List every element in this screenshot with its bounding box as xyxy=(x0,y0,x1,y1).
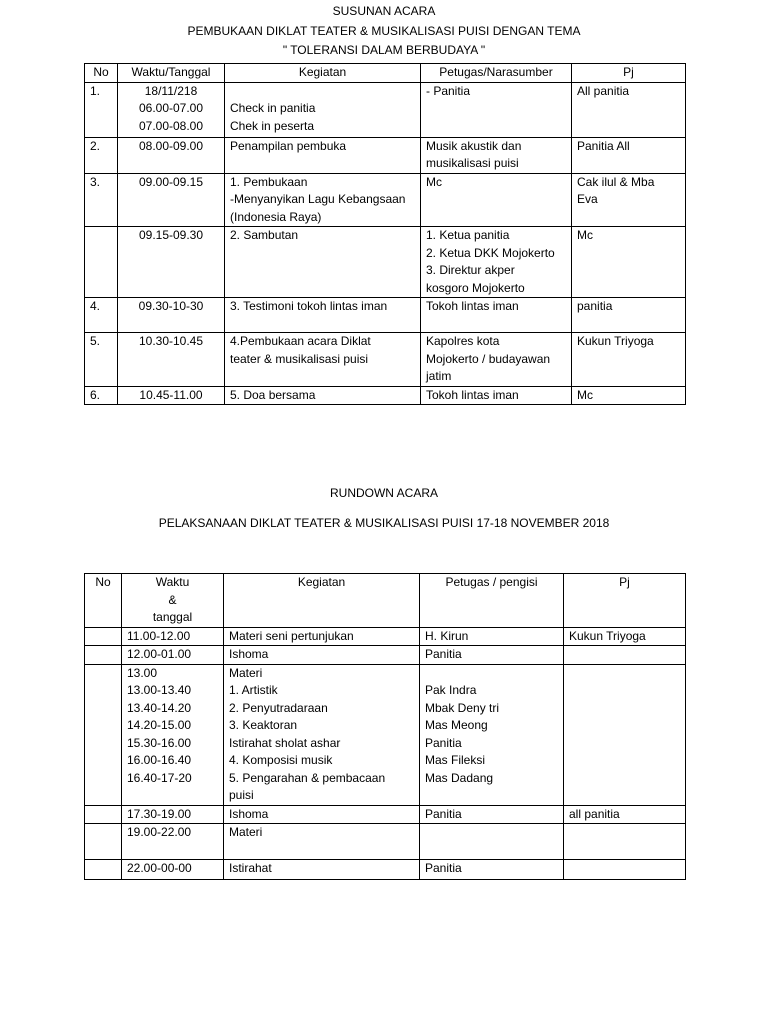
cell-waktu-line: 10.30-10.45 xyxy=(138,334,204,348)
cell-petugas-line: Mas Dadang xyxy=(425,770,494,785)
cell-petugas-line: Panitia xyxy=(425,647,462,661)
cell-petugas-line: Mbak Deny tri xyxy=(425,700,500,715)
cell-waktu-line: 16.00-16.40 xyxy=(127,753,192,767)
cell-petugas-line: Panitia xyxy=(425,861,462,875)
cell-kegiatan xyxy=(225,173,421,227)
cell-no-text: 4. xyxy=(90,299,101,313)
cell-no xyxy=(85,173,118,227)
cell-kegiatan-line: Istirahat xyxy=(229,861,272,875)
cell-waktu-line: 11.00-12.00 xyxy=(127,628,191,643)
cell-kegiatan xyxy=(224,627,420,646)
cell-petugas-line: Pak Indra xyxy=(425,683,477,697)
cell-petugas xyxy=(420,664,564,805)
cell-pj-line: Panitia All xyxy=(577,138,630,153)
cell-petugas-line xyxy=(425,824,558,842)
cell-kegiatan xyxy=(225,298,421,333)
cell-petugas-line: musikalisasi puisi xyxy=(426,156,519,170)
table-row xyxy=(85,860,686,880)
cell-pj xyxy=(572,137,686,173)
cell-waktu-line: 09.30-10-30 xyxy=(138,299,204,313)
header-petugas: Petugas/Narasumber xyxy=(421,64,572,83)
cell-pj xyxy=(564,646,686,665)
cell-kegiatan-line: 5. Doa bersama xyxy=(230,387,316,402)
cell-waktu-line: 14.20-15.00 xyxy=(127,718,192,732)
cell-waktu xyxy=(118,386,225,405)
cell-waktu xyxy=(118,173,225,227)
cell-petugas xyxy=(420,646,564,665)
cell-waktu-line: 15.30-16.00 xyxy=(127,735,192,750)
cell-kegiatan-line: Materi xyxy=(229,665,263,680)
header-kegiatan: Kegiatan xyxy=(224,574,420,628)
cell-kegiatan xyxy=(224,805,420,824)
table-header-row xyxy=(85,64,686,83)
susunan-acara-table xyxy=(84,63,686,405)
cell-no xyxy=(85,227,118,298)
header-waktu-label: Waktu & tanggal xyxy=(152,575,193,624)
cell-kegiatan-line: 1. Pembukaan xyxy=(230,174,308,189)
table-row xyxy=(85,227,686,298)
cell-waktu-line: 16.40-17-20 xyxy=(127,770,192,785)
cell-pj xyxy=(572,82,686,137)
table-row xyxy=(85,824,686,860)
cell-no-text: 5. xyxy=(90,334,101,348)
header-no: No xyxy=(85,64,118,83)
cell-no-text: 1. xyxy=(90,83,101,98)
cell-no-text: 6. xyxy=(90,387,101,402)
cell-pj xyxy=(564,860,686,880)
cell-kegiatan-line: Check in panitia xyxy=(230,101,316,115)
cell-kegiatan xyxy=(224,664,420,805)
table-header-row xyxy=(85,574,686,628)
cell-no xyxy=(85,386,118,405)
cell-petugas-line: Mc xyxy=(426,174,442,189)
cell-waktu xyxy=(118,82,225,137)
table-row xyxy=(85,386,686,405)
cell-no xyxy=(85,664,122,805)
cell-waktu xyxy=(122,805,224,824)
cell-pj xyxy=(564,664,686,805)
cell-no-text: 3. xyxy=(90,174,101,189)
cell-pj-line: panitia xyxy=(577,299,613,313)
cell-petugas xyxy=(420,627,564,646)
cell-petugas-line: H. Kirun xyxy=(425,628,469,643)
section1-subtitle: PEMBUKAAN DIKLAT TEATER & MUSIKALISASI PUISI DENGAN TEMA xyxy=(187,24,581,38)
cell-waktu-line: 07.00-08.00 xyxy=(138,118,204,133)
cell-waktu-line: 09.15-09.30 xyxy=(138,228,204,242)
cell-kegiatan-line: 3. Keaktoran xyxy=(229,718,298,732)
cell-waktu-line xyxy=(127,842,218,860)
cell-petugas-line: 3. Direktur akper xyxy=(426,263,515,277)
cell-pj-line xyxy=(569,860,680,878)
cell-petugas xyxy=(421,82,572,137)
cell-no xyxy=(85,646,122,665)
cell-waktu-line: 22.00-00-00 xyxy=(127,861,192,875)
cell-petugas xyxy=(420,860,564,880)
cell-kegiatan-line: 5. Pengarahan & pembacaan xyxy=(229,770,386,785)
cell-no xyxy=(85,137,118,173)
cell-waktu xyxy=(118,333,225,387)
cell-kegiatan-line: 4. Komposisi musik xyxy=(229,753,333,767)
cell-pj xyxy=(572,386,686,405)
table-row xyxy=(85,82,686,137)
cell-no-text xyxy=(90,665,116,683)
cell-pj xyxy=(564,805,686,824)
cell-pj-line: All panitia xyxy=(577,83,630,98)
cell-kegiatan-line: teater & musikalisasi puisi xyxy=(230,351,369,366)
cell-pj-line: Eva xyxy=(577,192,598,206)
cell-pj-line xyxy=(569,824,680,842)
header-waktu: Waktu/Tanggal xyxy=(118,64,225,83)
cell-pj xyxy=(572,173,686,227)
cell-kegiatan-line: Materi seni pertunjukan xyxy=(229,628,354,643)
cell-kegiatan-line: 1. Artistik xyxy=(229,683,278,697)
cell-kegiatan xyxy=(224,860,420,880)
header-kegiatan: Kegiatan xyxy=(225,64,421,83)
cell-waktu-line: 18/11/218 xyxy=(144,83,198,98)
cell-kegiatan-line: Penampilan pembuka xyxy=(230,138,347,153)
cell-kegiatan-line: Materi xyxy=(229,825,263,839)
cell-kegiatan xyxy=(225,333,421,387)
cell-kegiatan-line: 3. Testimoni tokoh lintas iman xyxy=(230,299,388,313)
cell-waktu-line: 13.00 xyxy=(127,665,158,680)
cell-no xyxy=(85,824,122,860)
cell-waktu-line: 10.45-11.00 xyxy=(139,387,203,402)
cell-petugas-line: Mas Fileksi xyxy=(425,753,486,767)
cell-kegiatan-line xyxy=(230,83,415,101)
cell-petugas-line: kosgoro Mojokerto xyxy=(426,280,525,295)
section2-title: RUNDOWN ACARA xyxy=(329,486,438,500)
cell-no xyxy=(85,805,122,824)
cell-pj-line: Mc xyxy=(577,387,593,402)
cell-kegiatan xyxy=(225,227,421,298)
table-row xyxy=(85,173,686,227)
cell-kegiatan xyxy=(225,137,421,173)
cell-no-text xyxy=(90,646,116,664)
cell-waktu-line: 13.00-13.40 xyxy=(127,683,192,697)
cell-petugas-line: Panitia xyxy=(425,806,462,821)
cell-pj-line: Cak ilul & Mba xyxy=(577,174,655,189)
cell-kegiatan-line: (Indonesia Raya) xyxy=(230,209,322,224)
section1-title: SUSUNAN ACARA xyxy=(332,4,436,18)
cell-petugas-line: Tokoh lintas iman xyxy=(426,387,519,402)
cell-no-text xyxy=(90,227,112,245)
cell-petugas-line: Mas Meong xyxy=(425,718,488,732)
cell-petugas xyxy=(420,805,564,824)
cell-pj xyxy=(572,298,686,333)
cell-petugas-line: - Panitia xyxy=(426,83,471,98)
cell-pj-line: Mc xyxy=(577,228,593,242)
cell-petugas xyxy=(420,824,564,860)
table-row xyxy=(85,298,686,333)
cell-pj-line: all panitia xyxy=(569,806,620,821)
cell-kegiatan-line: Ishoma xyxy=(229,647,269,661)
section2-subtitle: PELAKSANAAN DIKLAT TEATER & MUSIKALISASI PUISI 17-18 NOVEMBER 2018 xyxy=(158,516,610,530)
cell-kegiatan xyxy=(225,82,421,137)
cell-pj xyxy=(572,227,686,298)
cell-waktu-line: 12.00-01.00 xyxy=(127,647,192,661)
table-row xyxy=(85,333,686,387)
cell-waktu-line: 17.30-19.00 xyxy=(127,806,192,821)
cell-petugas-line: Panitia xyxy=(425,735,462,750)
cell-petugas-line: 1. Ketua panitia xyxy=(426,228,510,242)
cell-pj xyxy=(564,627,686,646)
cell-petugas xyxy=(421,173,572,227)
cell-petugas-line: Musik akustik dan xyxy=(426,138,522,153)
cell-waktu xyxy=(118,227,225,298)
cell-kegiatan-line: 2. Sambutan xyxy=(230,228,299,242)
cell-no-text xyxy=(90,628,116,646)
cell-pj-line: Kukun Triyoga xyxy=(577,334,654,348)
header-pj: Pj xyxy=(572,64,686,83)
cell-kegiatan xyxy=(225,386,421,405)
cell-kegiatan-line: -Menyanyikan Lagu Kebangsaan xyxy=(230,192,406,206)
cell-kegiatan-line: puisi xyxy=(229,788,254,802)
cell-petugas-line: 2. Ketua DKK Mojokerto xyxy=(426,245,555,260)
cell-kegiatan-line: Ishoma xyxy=(229,806,269,821)
table-row xyxy=(85,664,686,805)
cell-kegiatan-line: Chek in peserta xyxy=(230,118,315,133)
cell-petugas-line: Mojokerto / budayawan xyxy=(426,351,551,366)
cell-no xyxy=(85,333,118,387)
cell-no xyxy=(85,82,118,137)
cell-kegiatan xyxy=(224,646,420,665)
cell-waktu xyxy=(122,627,224,646)
cell-pj-line: Kukun Triyoga xyxy=(569,628,646,643)
cell-petugas xyxy=(421,386,572,405)
cell-no xyxy=(85,627,122,646)
cell-kegiatan-line xyxy=(229,842,414,860)
cell-kegiatan-line: 2. Penyutradaraan xyxy=(229,700,328,715)
header-no: No xyxy=(85,574,122,628)
cell-waktu xyxy=(122,664,224,805)
rundown-acara-table xyxy=(84,573,686,880)
cell-no xyxy=(85,860,122,880)
section1-theme: " TOLERANSI DALAM BERBUDAYA " xyxy=(282,43,486,57)
cell-petugas-line: jatim xyxy=(426,369,452,383)
cell-kegiatan-line: 4.Pembukaan acara Diklat xyxy=(230,334,371,348)
cell-no-text xyxy=(90,860,116,878)
table-row xyxy=(85,646,686,665)
cell-petugas-line xyxy=(425,787,558,805)
cell-waktu-line: 13.40-14.20 xyxy=(127,700,192,715)
cell-waktu xyxy=(118,137,225,173)
cell-pj xyxy=(564,824,686,860)
cell-waktu xyxy=(122,860,224,880)
cell-pj-line xyxy=(569,646,680,664)
cell-waktu-line: 08.00-09.00 xyxy=(138,138,204,153)
cell-petugas-line: Kapolres kota xyxy=(426,334,500,348)
cell-petugas xyxy=(421,137,572,173)
cell-kegiatan-line: Istirahat sholat ashar xyxy=(229,735,341,750)
cell-waktu-line: 09.00-09.15 xyxy=(138,174,204,189)
cell-waktu-line: 19.00-22.00 xyxy=(127,825,192,839)
cell-petugas xyxy=(421,298,572,333)
cell-pj xyxy=(572,333,686,387)
cell-petugas xyxy=(421,227,572,298)
cell-petugas-line xyxy=(425,665,558,683)
table-row xyxy=(85,627,686,646)
cell-waktu-line xyxy=(127,787,218,805)
cell-petugas-line: Tokoh lintas iman xyxy=(426,299,519,313)
cell-pj-line xyxy=(569,665,680,683)
header-waktu xyxy=(122,574,224,628)
cell-kegiatan xyxy=(224,824,420,860)
header-pj: Pj xyxy=(564,574,686,628)
cell-no-text xyxy=(90,806,116,824)
cell-no-text: 2. xyxy=(90,138,101,153)
table-row xyxy=(85,805,686,824)
cell-petugas xyxy=(421,333,572,387)
cell-waktu xyxy=(122,824,224,860)
table-row xyxy=(85,137,686,173)
cell-waktu-line: 06.00-07.00 xyxy=(138,101,204,115)
header-petugas: Petugas / pengisi xyxy=(420,574,564,628)
cell-waktu xyxy=(118,298,225,333)
cell-no-text xyxy=(90,824,116,842)
cell-waktu xyxy=(122,646,224,665)
cell-no xyxy=(85,298,118,333)
